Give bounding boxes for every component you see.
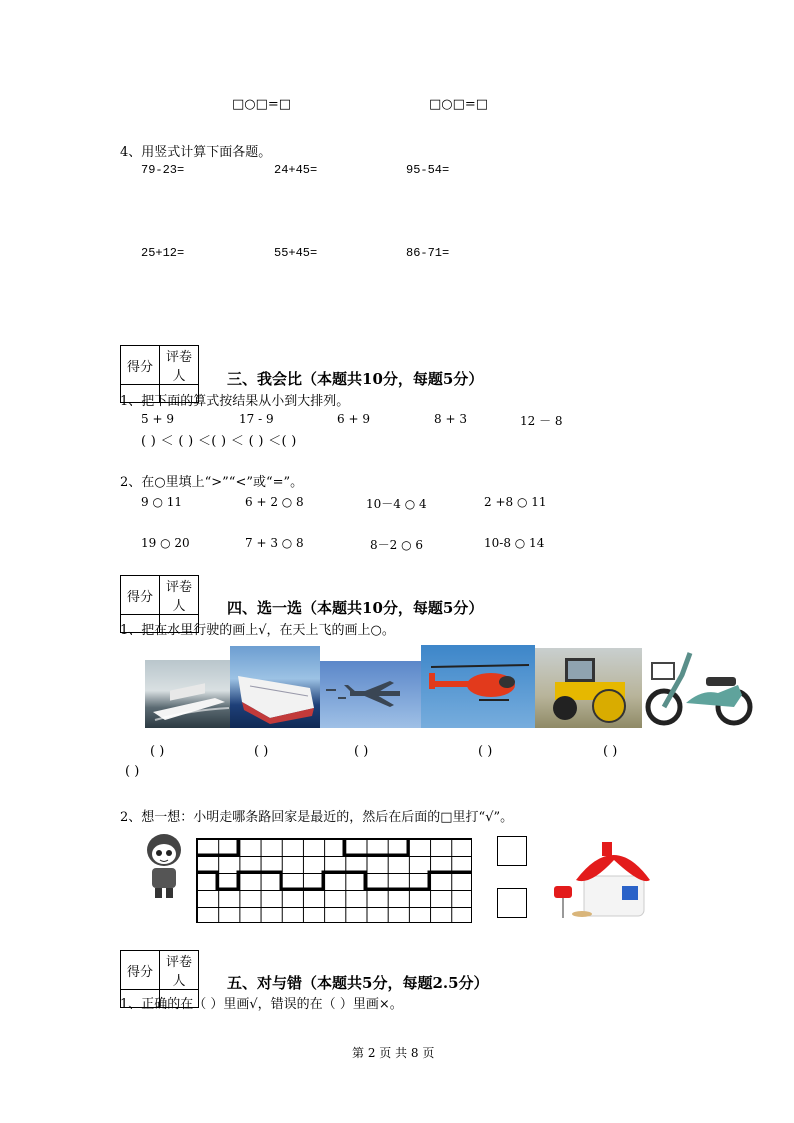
order-expr: 5 + 9 <box>141 412 174 426</box>
score-label: 得分 <box>121 346 160 385</box>
airplane-image <box>320 661 421 728</box>
page-footer: 第 2 页 共 8 页 <box>352 1046 435 1060</box>
answer-paren[interactable]: ( ) <box>150 744 165 759</box>
calc-item: 86-71= <box>406 246 450 260</box>
sec4-q2: 2、想一想：小明走哪条路回家是最近的，然后在后面的□里打“√”。 <box>120 810 514 825</box>
sec4-q1: 1、把在水里行驶的画上√，在天上飞的画上○。 <box>120 623 395 638</box>
order-expr: 8 + 3 <box>434 412 467 426</box>
order-expr: 12 － 8 <box>520 414 563 428</box>
compare-item[interactable]: 7 + 3 ○ 8 <box>245 536 304 550</box>
sec3-q1: 1、把下面的算式按结果从小到大排列。 <box>120 394 350 409</box>
calc-item: 55+45= <box>274 246 318 260</box>
blank-expression-1: □○□=□ <box>232 97 292 112</box>
route-lines <box>196 838 472 923</box>
answer-paren[interactable]: ( ) <box>125 764 140 779</box>
answer-paren[interactable]: ( ) <box>254 744 269 759</box>
grader-label: 评卷人 <box>160 951 199 990</box>
grader-label: 评卷人 <box>160 346 199 385</box>
answer-paren[interactable]: ( ) <box>354 744 369 759</box>
answer-paren[interactable]: ( ) <box>478 744 493 759</box>
sec3-q2: 2、在○里填上“>”“<”或“=”。 <box>120 475 304 490</box>
calc-item: 95-54= <box>406 163 450 177</box>
score-label: 得分 <box>121 951 160 990</box>
calc-item: 79-23= <box>141 163 185 177</box>
calc-item: 24+45= <box>274 163 318 177</box>
road-roller-image <box>535 648 642 728</box>
ship-image <box>145 660 230 728</box>
calc-item: 25+12= <box>141 246 185 260</box>
grader-label: 评卷人 <box>160 576 199 615</box>
sec5-q1: 1、正确的在（ ）里画√，错误的在（ ）里画×。 <box>120 997 403 1012</box>
helicopter-image <box>421 645 535 728</box>
compare-item[interactable]: 10－4 ○ 4 <box>366 497 427 511</box>
order-expr: 6 + 9 <box>337 412 370 426</box>
answer-paren[interactable]: ( ) <box>603 744 618 759</box>
section-3-title: 三、我会比（本题共10分，每题5分） <box>227 370 484 388</box>
route-1-checkbox[interactable] <box>497 836 527 866</box>
compare-item[interactable]: 9 ○ 11 <box>141 495 183 509</box>
compare-item[interactable]: 2 +8 ○ 11 <box>484 495 547 509</box>
compare-item[interactable]: 6 + 2 ○ 8 <box>245 495 304 509</box>
boy-image <box>143 832 185 900</box>
blank-expression-2: □○□=□ <box>429 97 489 112</box>
route-2-checkbox[interactable] <box>497 888 527 918</box>
compare-item[interactable]: 10-8 ○ 14 <box>484 536 545 550</box>
compare-item[interactable]: 8－2 ○ 6 <box>370 538 424 552</box>
compare-item[interactable]: 19 ○ 20 <box>141 536 190 550</box>
section-5-title: 五、对与错（本题共5分，每题2.5分） <box>227 974 489 992</box>
house-image <box>546 836 654 924</box>
electric-bike-image <box>642 645 757 730</box>
q4-title: 4、用竖式计算下面各题。 <box>120 145 272 160</box>
score-label: 得分 <box>121 576 160 615</box>
cargo-ship-image <box>230 646 320 728</box>
order-answer-line[interactable]: ( ) ＜ ( ) ＜( ) ＜ ( ) ＜( ) <box>141 434 297 449</box>
section-4-title: 四、选一选（本题共10分，每题5分） <box>227 599 484 617</box>
order-expr: 17 - 9 <box>239 412 274 426</box>
